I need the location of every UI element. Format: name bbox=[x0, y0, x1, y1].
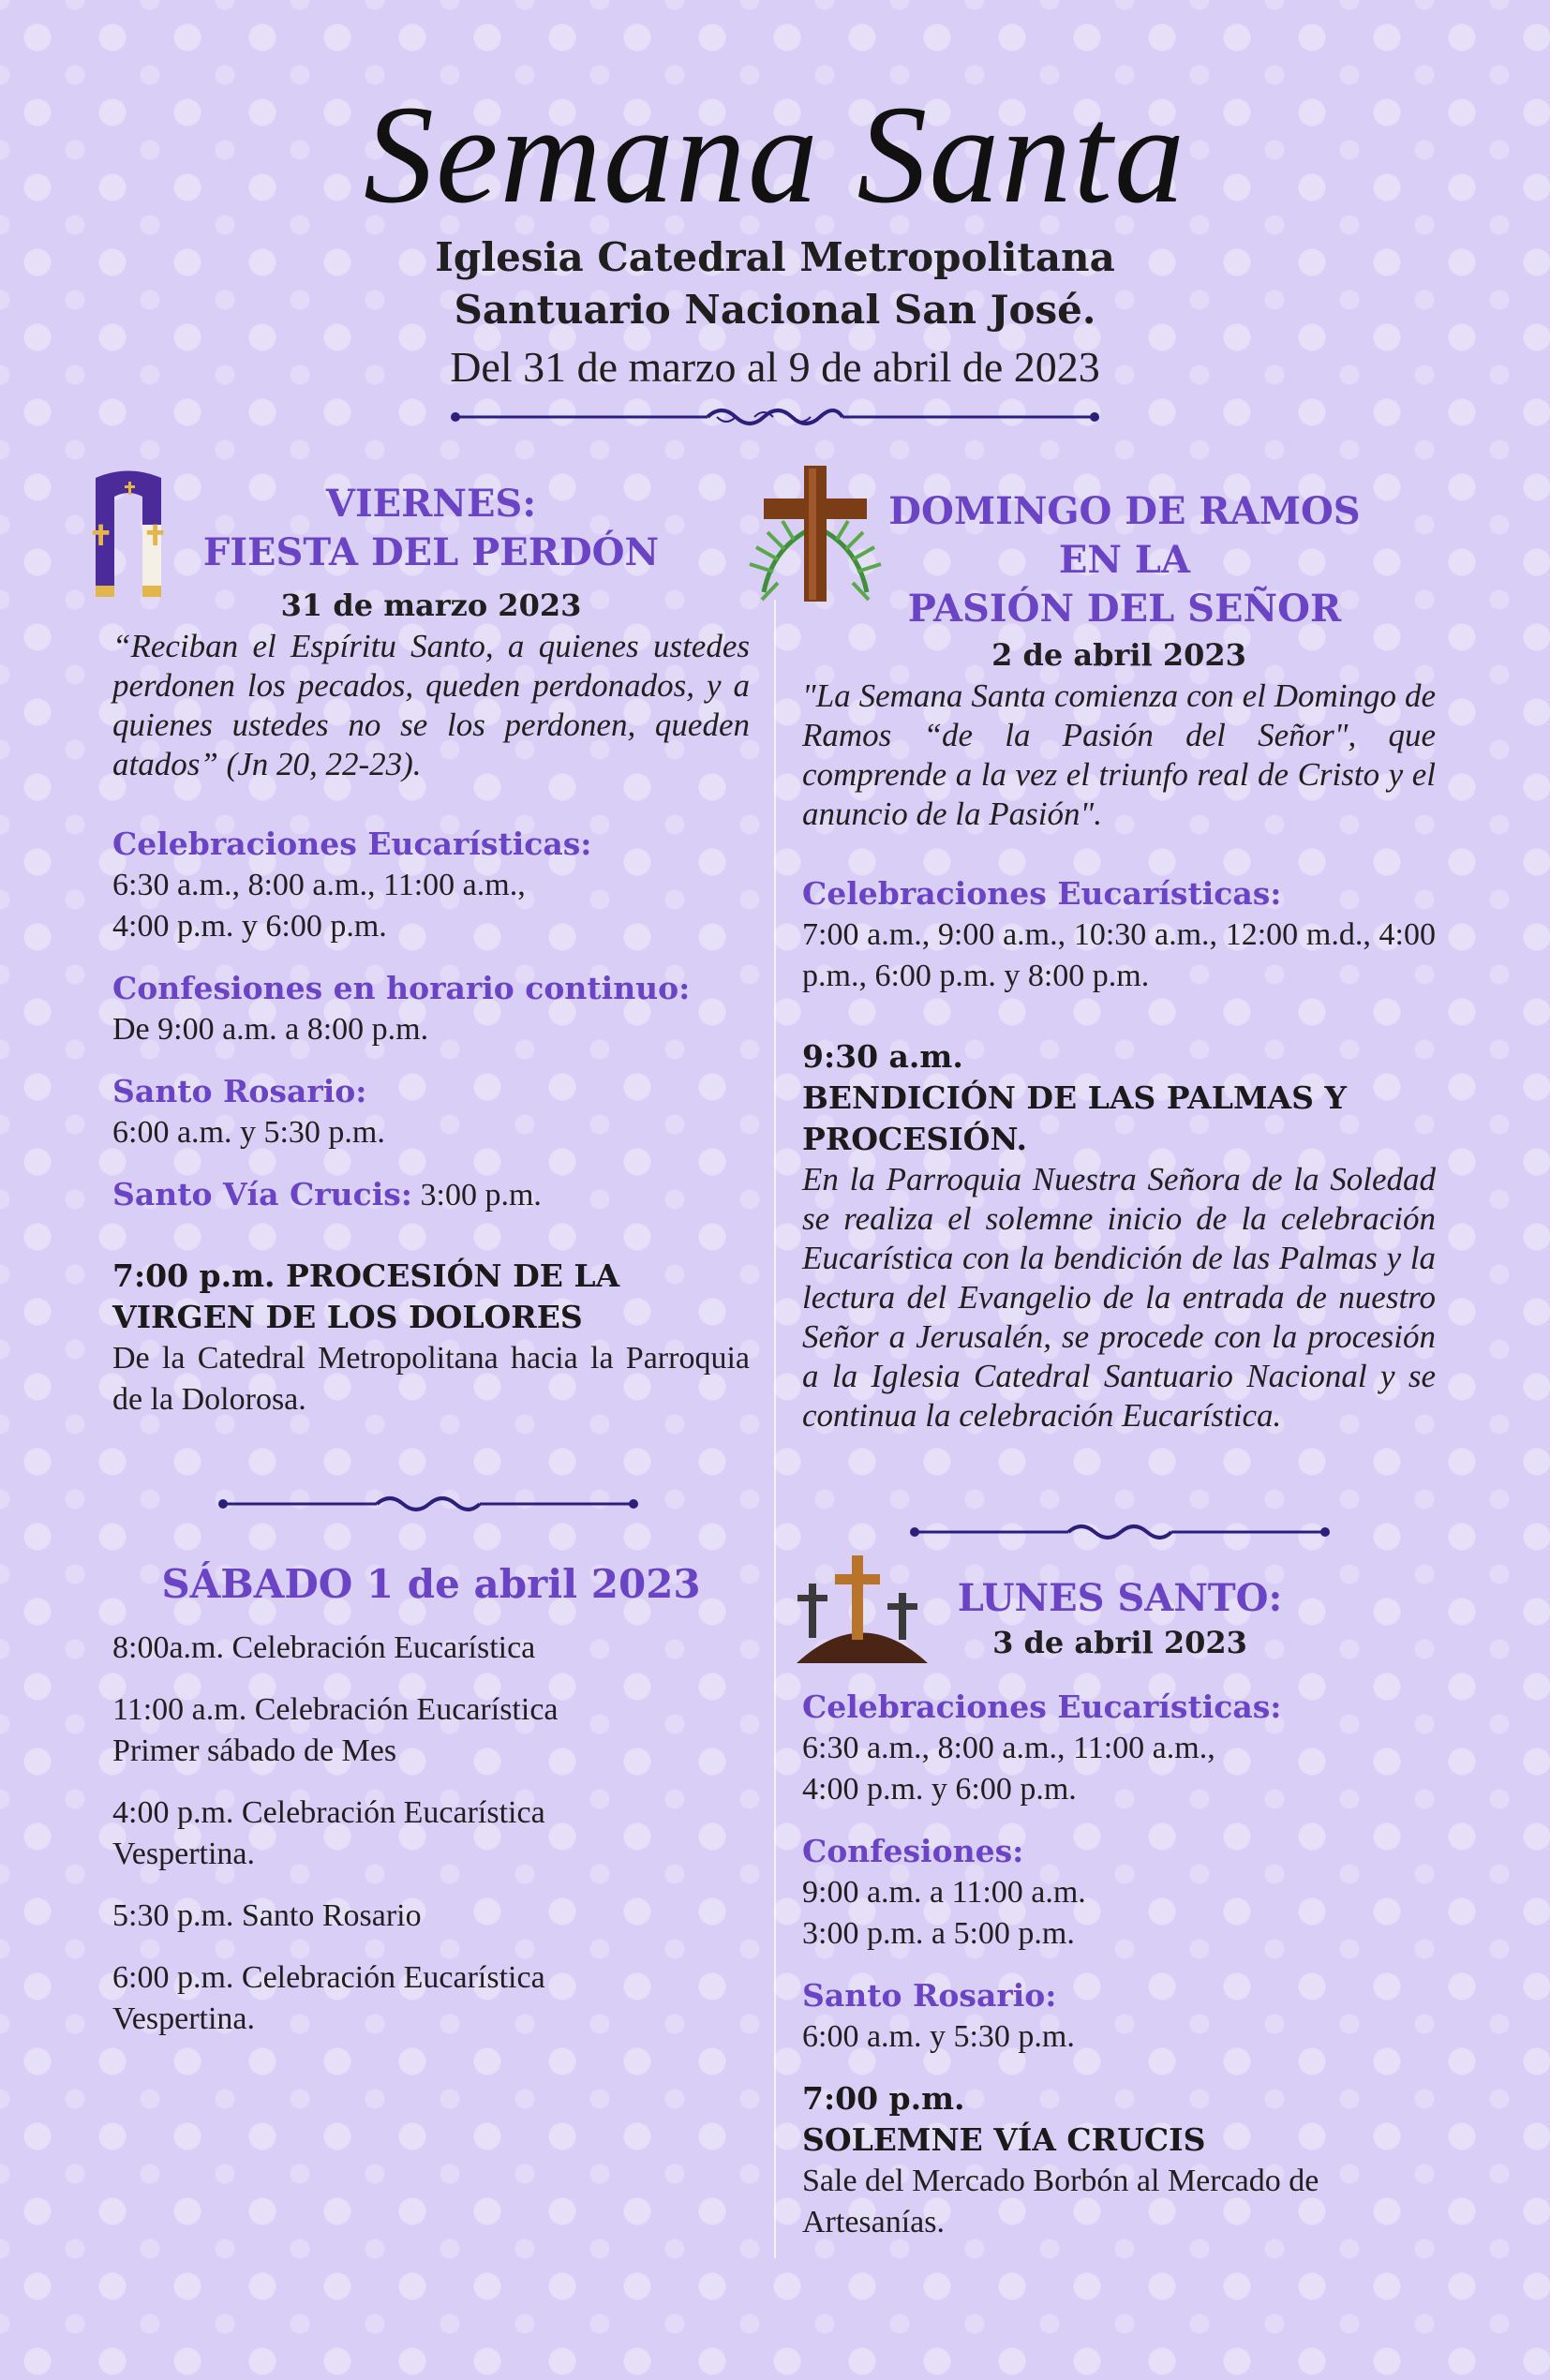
domingo-heading-3: PASIÓN DEL SEÑOR bbox=[907, 587, 1342, 631]
sabado-item-line-1: 11:00 a.m. Celebración Eucarística bbox=[112, 1692, 559, 1727]
domingo-celebraciones-text: 7:00 a.m., 9:00 a.m., 10:30 a.m., 12:00 m.d., 4:00 p.m., 6:00 p.m. y 8:00 p.m. bbox=[802, 917, 1436, 993]
viernes-viacrucis bbox=[112, 1174, 750, 1216]
domingo-heading-2: EN LA bbox=[1058, 538, 1191, 582]
viernes-celebraciones-line-1: 6:30 a.m., 8:00 a.m., 11:00 a.m., bbox=[112, 868, 526, 902]
domingo-bendicion-line-1: BENDICIÓN DE LAS PALMAS Y bbox=[802, 1079, 1347, 1116]
sabado-item bbox=[112, 1896, 750, 1937]
lunes-confesiones-line-2: 3:00 p.m. a 5:00 p.m. bbox=[802, 1916, 1075, 1951]
viernes-celebraciones-line-2: 4:00 p.m. y 6:00 p.m. bbox=[112, 909, 387, 944]
sabado-item-line-1: 5:30 p.m. Santo Rosario bbox=[112, 1898, 422, 1933]
sabado-item bbox=[112, 1957, 750, 2040]
viernes-rosario-label: Santo Rosario: bbox=[112, 1073, 367, 1109]
domingo-heading-1: DOMINGO DE RAMOS bbox=[888, 489, 1361, 533]
sabado-item-line-2: Vespertina. bbox=[112, 2001, 256, 2036]
ornament-divider-icon bbox=[909, 1518, 1331, 1546]
sabado-item bbox=[112, 1689, 750, 1772]
domingo-quote: "La Semana Santa comienza con el Domingo de Ramos “de la Pasión del Señor", que comprende a la vez el triunfo real de Cristo y el anuncio de la Pasión". bbox=[802, 677, 1436, 832]
viernes-rosario-text: 6:00 a.m. y 5:30 p.m. bbox=[112, 1115, 385, 1150]
domingo-date: 2 de abril 2023 bbox=[991, 637, 1246, 673]
viernes-heading-2: FIESTA DEL PERDÓN bbox=[202, 530, 660, 574]
viernes-heading-1: VIERNES: bbox=[325, 482, 537, 526]
domingo-bendicion-time: 9:30 a.m. bbox=[802, 1038, 963, 1075]
sabado-item bbox=[112, 1628, 750, 1669]
sabado-list bbox=[112, 1628, 750, 2040]
viernes-viacrucis-label: Santo Vía Crucis: bbox=[112, 1176, 412, 1212]
viernes-procesion-line-1: 7:00 p.m. PROCESIÓN DE LA bbox=[112, 1257, 620, 1294]
domingo-bendicion-text: En la Parroquia Nuestra Señora de la Soledad se realiza el solemne inicio de la celebración Eucarística con la bendición de las Palmas y la lectura del Evangelio de la entrada de nuestro Señor a Jerusalén, se procede con la procesión a la Iglesia Catedral Santuario Nacional y se continua la celebración Eucarística. bbox=[802, 1161, 1436, 1434]
lunes-confesiones-label: Confesiones: bbox=[802, 1833, 1024, 1869]
viernes-confesiones-label: Confesiones en horario continuo: bbox=[112, 970, 691, 1006]
viernes-quote: “Reciban el Espíritu Santo, a quienes ustedes perdonen los pecados, queden perdonados, y a quienes ustedes no se los perdonen, queden atados” (Jn 20, 22-23). bbox=[112, 628, 750, 782]
domingo-bendicion-line-2: PROCESIÓN. bbox=[802, 1121, 1027, 1157]
viernes-date: 31 de marzo 2023 bbox=[280, 588, 582, 623]
sabado-item-line-1: 8:00a.m. Celebración Eucarística bbox=[112, 1630, 536, 1665]
page-title: Semana Santa bbox=[363, 77, 1187, 232]
lunes-celebraciones-label: Celebraciones Eucarísticas: bbox=[802, 1688, 1282, 1725]
lunes-heading: LUNES SANTO: bbox=[957, 1576, 1283, 1620]
lunes-celebraciones-line-2: 4:00 p.m. y 6:00 p.m. bbox=[802, 1772, 1077, 1807]
lunes-viacrucis-text: Sale del Mercado Borbón al Mercado de Artesanías. bbox=[802, 2164, 1319, 2239]
viernes-confesiones-text: De 9:00 a.m. a 8:00 p.m. bbox=[112, 1012, 429, 1047]
lunes-celebraciones-line-1: 6:30 a.m., 8:00 a.m., 11:00 a.m., bbox=[802, 1731, 1215, 1765]
lunes-viacrucis-time: 7:00 p.m. bbox=[802, 2080, 965, 2117]
church-name: Iglesia Catedral Metropolitana bbox=[435, 234, 1115, 280]
sabado-item-line-1: 6:00 p.m. Celebración Eucarística bbox=[112, 1960, 545, 1995]
viernes-viacrucis-text: 3:00 p.m. bbox=[412, 1178, 542, 1212]
ornament-divider-icon bbox=[217, 1490, 639, 1518]
sabado-item-line-2: Vespertina. bbox=[112, 1837, 256, 1871]
sanctuary-name: Santuario Nacional San José. bbox=[454, 287, 1096, 333]
lunes-date: 3 de abril 2023 bbox=[992, 1625, 1247, 1660]
sabado-item-line-1: 4:00 p.m. Celebración Eucarística bbox=[112, 1795, 545, 1830]
sabado-item bbox=[112, 1792, 750, 1875]
date-range: Del 31 de marzo al 9 de abril de 2023 bbox=[450, 343, 1100, 391]
viernes-procesion-text: De la Catedral Metropolitana hacia la Parroquia de la Dolorosa. bbox=[112, 1341, 750, 1417]
calvary-crosses-icon bbox=[792, 1551, 932, 1672]
lunes-rosario-label: Santo Rosario: bbox=[802, 1977, 1057, 2014]
domingo-celebraciones-label: Celebraciones Eucarísticas: bbox=[802, 875, 1282, 912]
sabado-item-line-2: Primer sábado de Mes bbox=[112, 1733, 397, 1768]
lunes-confesiones-line-1: 9:00 a.m. a 11:00 a.m. bbox=[802, 1875, 1086, 1910]
sabado-heading: SÁBADO 1 de abril 2023 bbox=[161, 1561, 701, 1607]
viernes-procesion-line-2: VIRGEN DE LOS DOLORES bbox=[112, 1299, 583, 1335]
viernes-celebraciones-label: Celebraciones Eucarísticas: bbox=[112, 826, 592, 862]
column-divider bbox=[774, 600, 776, 2258]
ornament-divider-icon bbox=[450, 403, 1100, 431]
lunes-rosario-text: 6:00 a.m. y 5:30 p.m. bbox=[802, 2019, 1075, 2054]
lunes-viacrucis-title: SOLEMNE VÍA CRUCIS bbox=[802, 2121, 1206, 2158]
